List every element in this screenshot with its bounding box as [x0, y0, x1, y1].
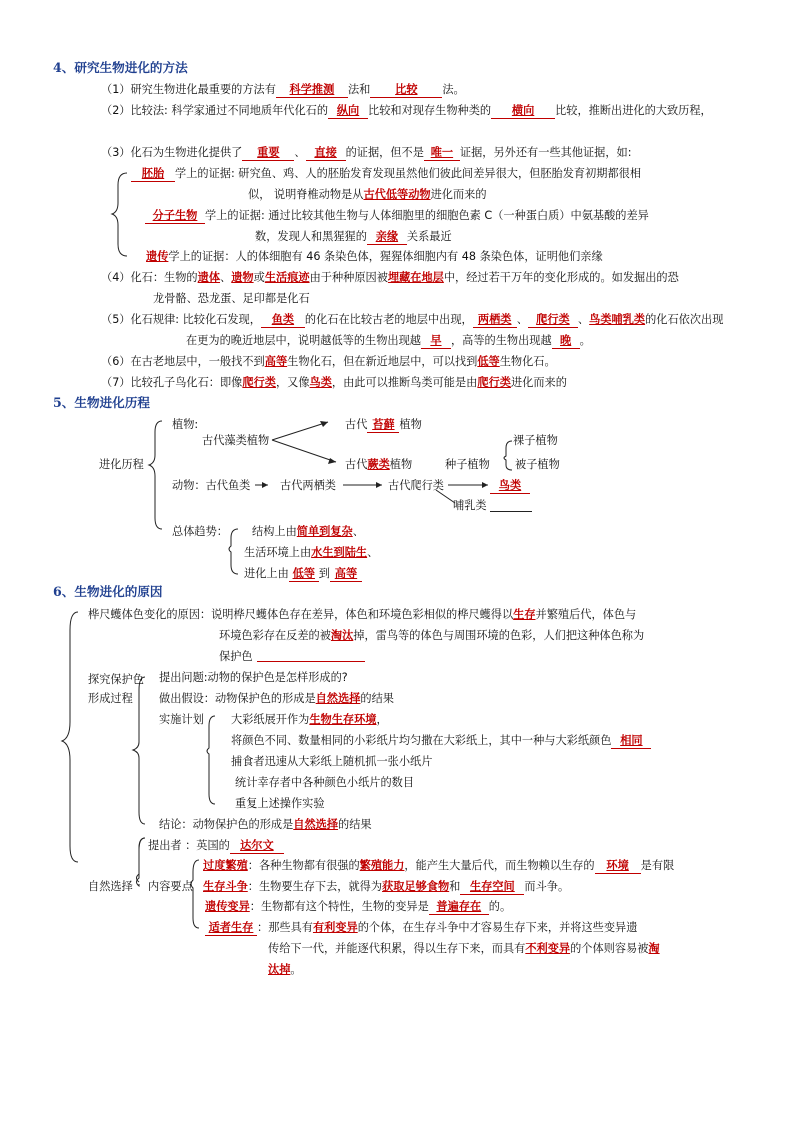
moth-line-1: 桦尺蠖体色变化的原因：说明桦尺蠖体色存在差异，体色和环境色彩相似的桦尺蠖得以生存并繁殖后代，体色与	[88, 608, 637, 621]
trend-structure: 结构上由简单到复杂、	[252, 525, 364, 538]
point-struggle: 生存斗争：生物要生存下去，就得为获取足够食物和 生存空间 而斗争。	[203, 880, 570, 893]
inquiry-label-1: 探究保护色	[88, 673, 144, 686]
evidence-embryo: 胚胎 学上的证据: 研究鱼、鸡、人的胚胎发育发现虽然他们彼此间差异很大，但胚胎发育初期都很相	[131, 166, 641, 182]
seed-plants-node: 种子植物	[445, 458, 490, 471]
plan-step-4: 统计幸存者中各种颜色小纸片的数目	[235, 776, 415, 789]
s4-line-6: （6）在古老地层中，一般找不到高等生物化石，但在新近地层中，可以找到低等生物化石。	[101, 355, 556, 368]
s4-line-3: （3）化石为生物进化提供了 重要 、 直接 的证据，但不是 唯一 证据，另外还有一些其他证据，如:	[101, 146, 632, 159]
moth-line-3: 保护色	[219, 650, 253, 663]
point-survival-3: 汰掉。	[268, 963, 302, 976]
section-4-title: 4、研究生物进化的方法	[53, 60, 188, 75]
s4-line-7: （7）比较孔子鸟化石：即像爬行类，又像鸟类，由此可以推断鸟类可能是由爬行类进化而来的	[101, 376, 567, 389]
evolution-root: 进化历程	[99, 458, 144, 471]
plan-step-3: 捕食者迅速从大彩纸上随机抓一张小纸片	[231, 755, 433, 768]
algae-node: 古代藻类植物	[202, 434, 270, 447]
angiosperm-node: 被子植物	[515, 458, 560, 471]
evidence-genetic: 遗传学上的证据：人的体细胞有 46 条染色体，猩猩体细胞内有 48 条染色体，证明他们亲缘	[146, 250, 603, 263]
proposer: 提出者 ：英国的 达尔文	[148, 838, 284, 854]
point-overproduction: 过度繁殖：各种生物都有很强的繁殖能力，能产生大量后代，而生物赖以生存的 环境 是有限	[203, 859, 675, 872]
inquiry-hypothesis: 做出假设：动物保护色的形成是自然选择的结果	[159, 692, 394, 705]
mammal-blank	[490, 511, 532, 512]
section-5-title: 5、生物进化历程	[53, 395, 150, 410]
trend-evolution: 进化上由 低等 到 高等	[244, 566, 362, 582]
mammal-node: 哺乳类	[453, 499, 487, 512]
reptile-node: 古代爬行类	[388, 479, 444, 492]
s4-line-5b: 在更为的晚近地层中，说明越低等的生物出现越 早 ，高等的生物出现越 晚 。	[186, 334, 591, 347]
plants-label: 植物:	[172, 418, 199, 431]
plan-step-1: 大彩纸展开作为生物生存环境，	[231, 713, 388, 726]
natural-selection-label: 自然选择	[88, 880, 133, 893]
s4-line-5: （5）化石规律: 比较化石发现， 鱼类 的化石在比较古老的地层中出现， 两栖类 、 爬行类 、鸟类哺乳类的化石依次出现	[101, 313, 724, 326]
evidence-molecular-2: 数，发现人和黑猩猩的 亲缘 关系最近	[255, 230, 452, 243]
bird-node: 鸟类	[490, 478, 530, 494]
s4-line-1: （1）研究生物进化最重要的方法有 科学推测 法和 比较 法。	[101, 83, 465, 96]
trend-environment: 生活环境上由水生到陆生、	[244, 546, 379, 559]
evidence-embryo-2: 似， 说明脊椎动物是从古代低等动物进化而来的	[248, 188, 487, 201]
fern-node: 古代蕨类植物	[345, 458, 413, 471]
reasons-brace	[62, 612, 78, 862]
plan-step-5: 重复上述操作实验	[235, 797, 325, 810]
amphibian-node: 古代两栖类	[280, 479, 336, 492]
inquiry-conclusion: 结论：动物保护色的形成是自然选择的结果	[159, 818, 372, 831]
s4-line-4: （4）化石：生物的遗体、遗物或生活痕迹由于种种原因被埋藏在地层中，经过若干万年的变化形成的。如发掘出的恐	[101, 271, 679, 284]
inquiry-question: 提出问题:动物的保护色是怎样形成的?	[159, 671, 348, 684]
plan-step-2: 将颜色不同、数量相同的小彩纸片均匀撒在大彩纸上，其中一种与大彩纸颜色 相同	[231, 733, 651, 749]
point-survival: 适者生存 ：那些具有有利变异的个体，在生存斗争中才容易生存下来，并将这些变异遗	[205, 920, 637, 936]
evolution-brace	[149, 421, 162, 529]
trend-label: 总体趋势：	[172, 525, 228, 538]
protective-color-blank	[257, 661, 365, 662]
evidence-brace	[112, 173, 127, 256]
s4-line-2: （2）比较法: 科学家通过不同地质年代化石的 纵向 比较和对现存生物种类的 横向 比较，推断出进化的大致历程，	[101, 104, 712, 117]
s4-line-4b: 龙骨骼、恐龙蛋、足印都是化石	[153, 292, 310, 305]
section-6-title: 6、生物进化的原因	[53, 584, 163, 599]
evidence-molecular: 分子生物 学上的证据: 通过比较其他生物与人体细胞里的细胞色素 C（一种蛋白质）中氨基酸的差异	[145, 208, 649, 224]
gymnosperm-node: 裸子植物	[513, 434, 558, 447]
plan-label: 实施计划	[159, 713, 204, 726]
point-survival-2: 传给下一代，并能逐代积累，得以生存下来，而具有不利变异的个体则容易被淘	[268, 942, 660, 955]
content-label: 内容要点	[148, 880, 193, 893]
moss-node: 古代 苔藓 植物	[345, 418, 422, 431]
moth-line-2: 环境色彩存在反差的被淘汰掉，雷鸟等的体色与周围环境的色彩，人们把这种体色称为	[219, 629, 645, 642]
point-variation: 遗传变异：生物都有这个特性，生物的变异是 普遍存在 的。	[205, 900, 512, 913]
animals-label: 动物：古代鱼类	[172, 479, 251, 492]
inquiry-label-2: 形成过程	[88, 692, 133, 705]
